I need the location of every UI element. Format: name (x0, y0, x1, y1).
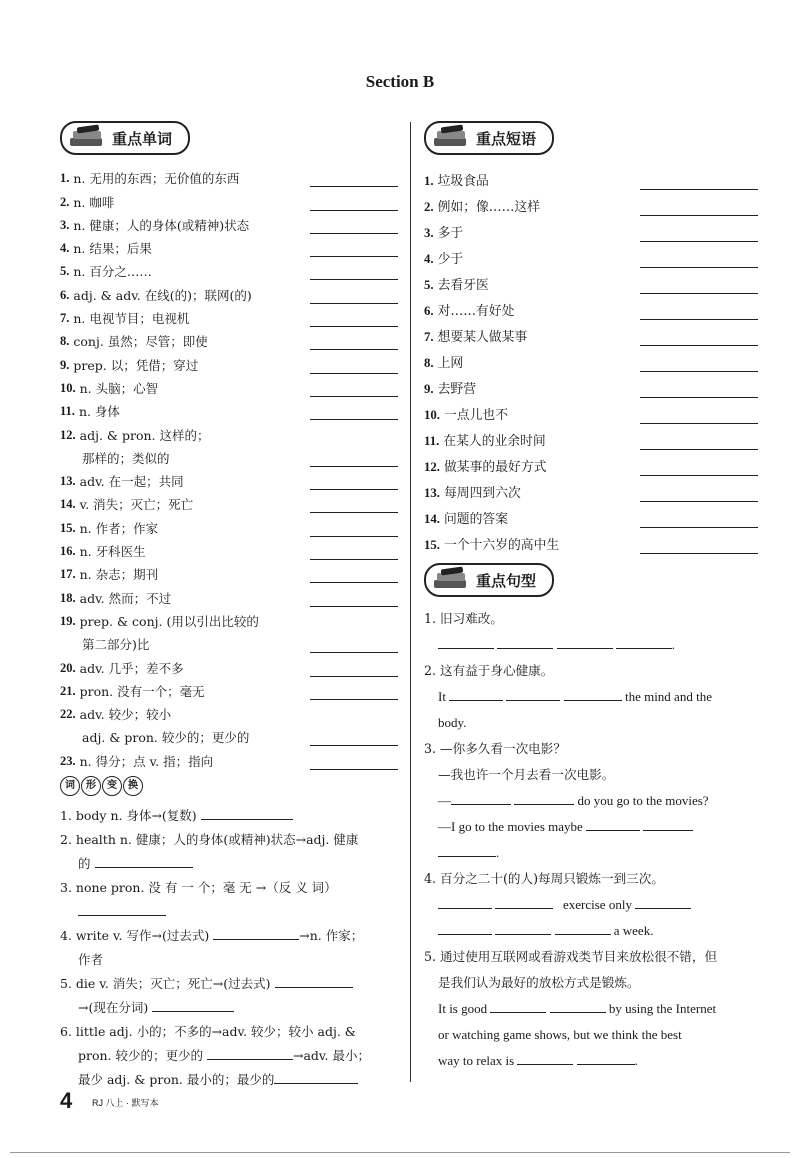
answer-blank[interactable] (514, 790, 574, 805)
answer-blank[interactable] (438, 634, 494, 649)
answer-blank[interactable] (640, 279, 758, 294)
list-item: 11. n. 身体 (60, 397, 398, 420)
list-item: 13. adv. 在一起；共同 (60, 467, 398, 490)
key-words-title: 重点单词 (112, 129, 173, 148)
answer-blank[interactable] (310, 475, 398, 490)
list-item: 9. prep. 以；凭借；穿过 (60, 350, 398, 373)
list-item: 16. n. 牙科医生 (60, 537, 398, 560)
list-item: 20. adv. 几乎；差不多 (60, 653, 398, 676)
answer-blank[interactable] (310, 638, 398, 653)
answer-blank[interactable] (640, 253, 758, 268)
list-item: 10. n. 头脑；心智 (60, 374, 398, 397)
list-item: 18. adv. 然而；不过 (60, 583, 398, 606)
key-sentences-header (424, 560, 758, 600)
answer-blank[interactable] (449, 686, 503, 701)
list-item: 7. 想要某人做某事 (424, 320, 758, 346)
footer-caption: RJ 八上 · 默写本 (92, 1098, 159, 1108)
left-column (60, 118, 398, 1092)
answer-blank[interactable] (497, 634, 553, 649)
word-form-header: 词 形 变 换 (60, 776, 143, 796)
answer-blank[interactable] (310, 219, 398, 234)
list-item-continuation: 那样的；类似的 (60, 444, 398, 467)
list-item-continuation: 第二部分)比 (60, 630, 398, 653)
answer-blank[interactable] (550, 998, 606, 1013)
key-sentences-section: 1. 旧习难改。 . 2. 这有益于身心健康。 It the mind and the body. 3. —你多久看一次电影？ —我也许一个月去看一次电影。 — do you go to the movies? —I go to the movies maybe . 4. 百分之二十(的人)每周只锻炼一到三次。 exercise only a week. 5. 通过使用互联网或看游戏类节目来放松很不错，但 是我们认为最好的放松方式是锻炼。 It is good by using the Internet or watching game shows, but we think the best way to relax is . (424, 611, 718, 1068)
answer-blank[interactable] (557, 634, 613, 649)
answer-blank[interactable] (616, 634, 672, 649)
answer-blank[interactable] (310, 452, 398, 467)
list-item: 15. 一个十六岁的高中生 (424, 528, 758, 554)
list-item-continuation: adj. & pron. 较少的；更少的 (60, 723, 398, 746)
answer-blank[interactable] (495, 894, 553, 909)
answer-blank[interactable] (310, 522, 398, 537)
list-item: 13. 每周四到六次 (424, 476, 758, 502)
answer-blank[interactable] (438, 920, 492, 935)
answer-blank[interactable] (577, 1050, 635, 1065)
list-item: 3. n. 健康；人的身体(或精神)状态 (60, 211, 398, 234)
list-item: 1. n. 无用的东西；无价值的东西 (60, 164, 398, 187)
list-item: 11. 在某人的业余时间 (424, 424, 758, 450)
answer-blank[interactable] (310, 265, 398, 280)
list-item: 12. adj. & pron. 这样的； (60, 427, 210, 443)
list-item: 2. n. 咖啡 (60, 187, 398, 210)
answer-blank[interactable] (438, 842, 496, 857)
list-item: 5. 去看牙医 (424, 268, 758, 294)
answer-blank[interactable] (451, 790, 511, 805)
list-item: 4. n. 结果；后果 (60, 234, 398, 257)
answer-blank[interactable] (310, 498, 398, 513)
books-icon (434, 126, 468, 150)
answer-blank[interactable] (310, 359, 398, 374)
answer-blank[interactable] (310, 731, 398, 746)
answer-blank[interactable] (310, 242, 398, 257)
answer-blank[interactable] (640, 435, 758, 450)
list-item: 22. adv. 较少；较小 (60, 707, 172, 723)
answer-blank[interactable] (310, 312, 398, 327)
column-divider (410, 122, 411, 1082)
answer-blank[interactable] (310, 382, 398, 397)
answer-blank[interactable] (640, 461, 758, 476)
list-item: 1. 垃圾食品 (424, 164, 758, 190)
key-sentences-title: 重点句型 (476, 571, 537, 590)
answer-blank[interactable] (310, 592, 398, 607)
answer-blank[interactable] (310, 685, 398, 700)
answer-blank[interactable] (213, 925, 299, 940)
answer-blank[interactable] (586, 816, 640, 831)
answer-blank[interactable] (438, 894, 492, 909)
answer-blank[interactable] (635, 894, 691, 909)
answer-blank[interactable] (207, 1045, 293, 1060)
answer-blank[interactable] (506, 686, 560, 701)
list-item: 6. 对……有好处 (424, 294, 758, 320)
list-item: 6. adj. & adv. 在线(的)；联网(的) (60, 280, 398, 303)
answer-blank[interactable] (275, 973, 353, 988)
answer-blank[interactable] (310, 755, 398, 770)
answer-blank[interactable] (490, 998, 546, 1013)
key-phrases-list (424, 164, 758, 554)
list-item: 14. v. 消失；灭亡；死亡 (60, 490, 398, 513)
key-phrases-title: 重点短语 (476, 129, 537, 148)
answer-blank[interactable] (640, 487, 758, 502)
answer-blank[interactable] (564, 686, 622, 701)
list-item: 8. conj. 虽然；尽管；即使 (60, 327, 398, 350)
answer-blank[interactable] (640, 331, 758, 346)
answer-blank[interactable] (643, 816, 693, 831)
answer-blank[interactable] (555, 920, 611, 935)
word-form-section: 1. body n. 身体→(复数) 2. health n. 健康；人的身体(或精神)状态→adj. 健康 的 3. none pron. 没 有 一 个；毫 无 →（反 义 词） 4. write v. 写作→(过去式) →n. 作家； 作者 5. die v. 消失；灭亡；死亡→(过去式) →(现在分词) 6. little adj. 小的；不多的→adv. 较少；较小 adj. & pron. 较少的；更少的 →adv. 最小； 最少 adj. & pron. 最小的；最少的 (60, 804, 398, 1092)
answer-blank[interactable] (310, 335, 398, 350)
answer-blank[interactable] (310, 172, 398, 187)
list-item: 19. prep. & conj. (用以引出比较的 (60, 613, 259, 629)
answer-blank[interactable] (310, 196, 398, 211)
answer-blank[interactable] (310, 289, 398, 304)
section-title: Section B (365, 72, 435, 91)
list-item: 2. 例如；像……这样 (424, 190, 758, 216)
answer-blank[interactable] (274, 1069, 358, 1084)
answer-blank[interactable] (495, 920, 551, 935)
list-item: 14. 问题的答案 (424, 502, 758, 528)
list-item: 3. 多于 (424, 216, 758, 242)
answer-blank[interactable] (201, 805, 293, 820)
answer-blank[interactable] (640, 539, 758, 554)
answer-blank[interactable] (152, 997, 234, 1012)
books-icon (70, 126, 104, 150)
answer-blank[interactable] (95, 853, 193, 868)
answer-blank[interactable] (640, 175, 758, 190)
key-phrases-header (424, 118, 758, 158)
list-item: 9. 去野营 (424, 372, 758, 398)
answer-blank[interactable] (640, 357, 758, 372)
answer-blank[interactable] (640, 409, 758, 424)
answer-blank[interactable] (640, 513, 758, 528)
answer-blank[interactable] (310, 405, 398, 420)
answer-blank[interactable] (640, 227, 758, 242)
list-item: 5. n. 百分之…… (60, 257, 398, 280)
answer-blank[interactable] (78, 901, 166, 916)
list-item: 21. pron. 没有一个；毫无 (60, 677, 398, 700)
list-item: 8. 上网 (424, 346, 758, 372)
key-words-header (60, 118, 398, 158)
list-item: 12. 做某事的最好方式 (424, 450, 758, 476)
list-item: 15. n. 作者；作家 (60, 513, 398, 536)
list-item: 17. n. 杂志；期刊 (60, 560, 398, 583)
list-item: 23. n. 得分；点 v. 指；指向 (60, 746, 398, 769)
list-item: 10. 一点儿也不 (424, 398, 758, 424)
list-item: 7. n. 电视节目；电视机 (60, 304, 398, 327)
answer-blank[interactable] (517, 1050, 573, 1065)
answer-blank[interactable] (640, 383, 758, 398)
list-item: 4. 少于 (424, 242, 758, 268)
key-words-list (60, 164, 398, 770)
answer-blank[interactable] (310, 568, 398, 583)
right-column (424, 118, 758, 1074)
bottom-rule (10, 1152, 790, 1153)
answer-blank[interactable] (640, 305, 758, 320)
answer-blank[interactable] (640, 201, 758, 216)
books-icon (434, 568, 468, 592)
answer-blank[interactable] (310, 662, 398, 677)
answer-blank[interactable] (310, 545, 398, 560)
page-number: 4 (60, 1088, 73, 1113)
